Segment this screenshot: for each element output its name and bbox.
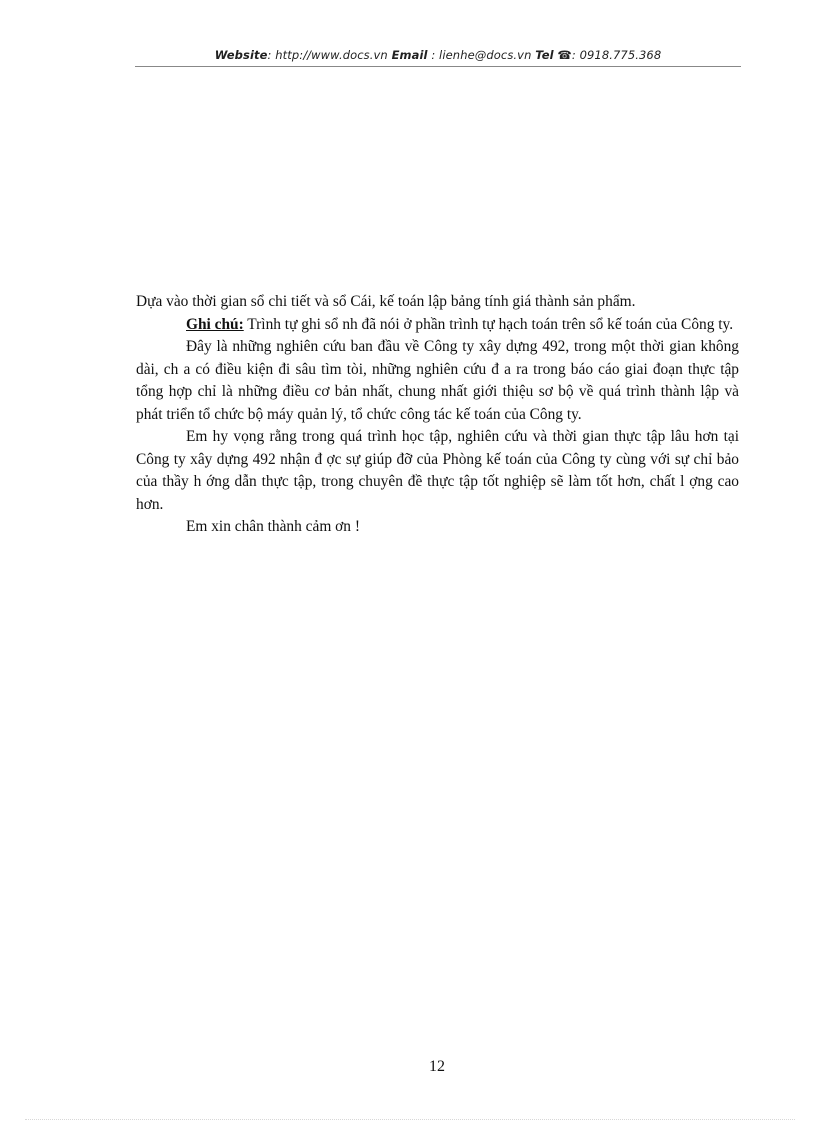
page-number: 12 [429,1058,445,1075]
tel-label: Tel [535,48,554,62]
paragraph-summary: Dựa vào thời gian sổ chi tiết và sổ Cái, kế toán lập bảng tính giá thành sản phẩm. [136,293,636,310]
website-value: : http://www.docs.vn [267,48,388,62]
paragraph-research: Đây là những nghiên cứu ban đầu về Công ty xây dựng 492, trong một thời gian không dài, ch a có điều kiện đi sâu tìm tòi, những nghiên cứu đ a ra trong báo cáo giai đoạn thực tập tổng hợp chỉ là những điều cơ bản nhất, chung nhất giới thiệu sơ bộ về quá trình thành lập và phát triển tổ chức bộ máy quản lý, tổ chức công tác kế toán của Công ty. [136,338,739,423]
note-label: Ghi chú: [186,315,244,333]
phone-icon: ☎ [557,48,572,62]
paragraph-hope: Em hy vọng rằng trong quá trình học tập, nghiên cứu và thời gian thực tập lâu hơn tại Công ty xây dựng 492 nhận đ ợc sự giúp đỡ của Phòng kế toán của Công ty cùng với sự chỉ bảo của thầy h ớng dẫn thực tập, trong chuyên đề thực tập tốt nghiệp sẽ làm tốt hơn, chất l ợng cao hơn. [136,428,739,513]
email-label: Email [391,48,428,62]
email-value: : lienhe@docs.vn [431,48,532,62]
paragraph-thanks: Em xin chân thành cảm ơn ! [186,518,360,535]
tel-value: : 0918.775.368 [571,48,662,62]
paragraph-note [136,314,739,337]
page-header [135,48,741,62]
document-body [136,291,739,539]
header-divider [135,66,741,67]
bottom-divider [25,1119,795,1120]
website-label: Website [214,48,268,62]
note-text: Trình tự ghi sổ nh đã nói ở phần trình tự hạch toán trên sổ kế toán của Công ty. [243,315,734,333]
